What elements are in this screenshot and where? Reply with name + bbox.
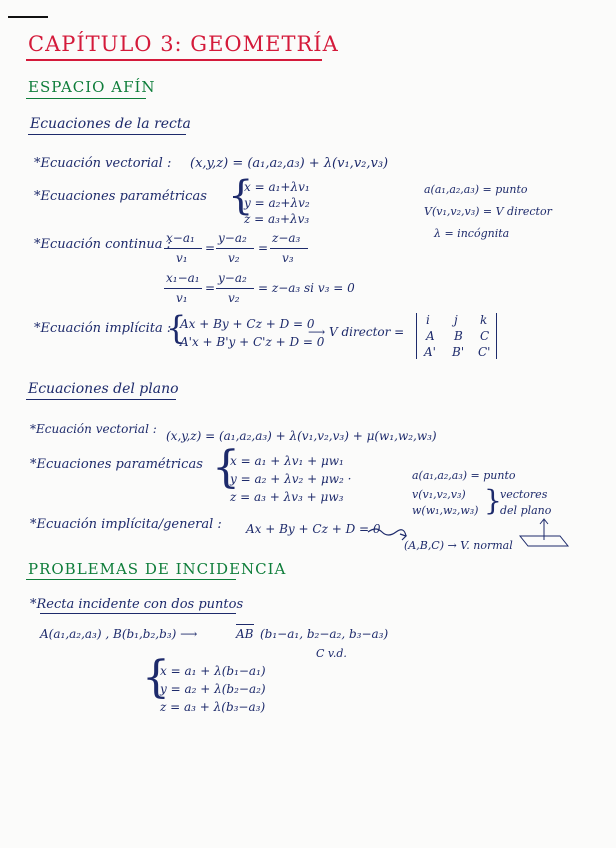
line-parametric-x: x = a₁+λv₁ xyxy=(244,180,310,194)
continuous-num-x: x−a₁ xyxy=(166,231,195,245)
line-parametric-brace: { xyxy=(228,173,254,219)
incidence-parametric-y: y = a₂ + λ(b₂−a₂) xyxy=(160,682,266,696)
plane-parametric-brace: { xyxy=(212,442,240,493)
matrix-i: i xyxy=(426,313,430,327)
matrix-B: B xyxy=(454,329,463,343)
continuous-eq-2: = xyxy=(258,241,269,255)
continuous-den-z: v₃ xyxy=(282,251,294,265)
line-implicit-label: *Ecuación implícita : xyxy=(34,321,172,336)
subsection-plane-equations: Ecuaciones del plano xyxy=(28,381,179,397)
line-parametric-z: z = a₃+λv₃ xyxy=(244,212,310,226)
incidence-vd: C v.d. xyxy=(316,647,347,660)
line-legend-director: V(v₁,v₂,v₃) = V director xyxy=(424,205,552,218)
continuous2-den-x: v₁ xyxy=(176,291,188,305)
plane-implicit-label: *Ecuación implícita/general : xyxy=(30,517,222,532)
plane-vector-equation: (x,y,z) = (a₁,a₂,a₃) + λ(v₁,v₂,v₃) + μ(w₁,w₂,w₃) xyxy=(166,429,437,443)
incidence-points: A(a₁,a₂,a₃) , B(b₁,b₂,b₃) ⟶ xyxy=(40,627,198,641)
section-incidence: PROBLEMAS DE INCIDENCIA xyxy=(28,560,287,578)
plane-vector-label: *Ecuación vectorial : xyxy=(30,422,157,436)
continuous2-tail: = z−a₃ si v₃ = 0 xyxy=(258,281,355,295)
continuous-num-z: z−a₃ xyxy=(272,231,301,245)
plane-parametric-y: y = a₂ + λv₂ + μw₂ · xyxy=(230,472,352,486)
line-vector-label: *Ecuación vectorial : xyxy=(34,156,172,171)
continuous2-den-y: v₂ xyxy=(228,291,240,305)
incidence-ab-label: AB xyxy=(236,627,254,641)
continuous2-num-x: x₁−a₁ xyxy=(166,271,200,285)
continuous-den-y: v₂ xyxy=(228,251,240,265)
matrix-j: j xyxy=(454,313,458,327)
plane-legend-point: a(a₁,a₂,a₃) = punto xyxy=(412,469,516,482)
line-legend-unknown: λ = incógnita xyxy=(434,227,510,240)
plane-legend-vectors: vectores xyxy=(500,488,548,501)
matrix-k: k xyxy=(480,313,488,327)
matrix-A: A xyxy=(426,329,435,343)
plane-legend-w: w(w₁,w₂,w₃) xyxy=(412,504,479,517)
line-director-label: ⟶ V director = xyxy=(308,325,405,339)
line-parametric-label: *Ecuaciones paramétricas xyxy=(34,189,207,204)
incidence-ab-vector: (b₁−a₁, b₂−a₂, b₃−a₃) xyxy=(260,627,389,641)
plane-parametric-z: z = a₃ + λv₃ + μw₃ xyxy=(230,490,344,504)
normal-vector-icon xyxy=(540,519,548,540)
line-implicit-1: Ax + By + Cz + D = 0 xyxy=(180,317,315,331)
subsection-line-equations: Ecuaciones de la recta xyxy=(30,116,191,132)
matrix-C-prime: C' xyxy=(478,345,491,359)
incidence-parametric-x: x = a₁ + λ(b₁−a₁) xyxy=(160,664,266,678)
line-implicit-2: A'x + B'y + C'z + D = 0 xyxy=(180,335,325,349)
normal-wavy-arrow xyxy=(368,529,406,536)
line-continuous-label: *Ecuación continua : xyxy=(34,237,172,252)
continuous2-num-y: y−a₂ xyxy=(218,271,247,285)
plane-implicit-equation: Ax + By + Cz + D = 0 xyxy=(246,522,381,536)
line-legend-point: a(a₁,a₂,a₃) = punto xyxy=(424,183,528,196)
two-points-label: *Recta incidente con dos puntos xyxy=(30,597,244,612)
plane-legend-brace: } xyxy=(484,484,502,517)
section-affine: ESPACIO AFÍN xyxy=(28,78,156,96)
plane-parametric-label: *Ecuaciones paramétricas xyxy=(30,457,203,472)
normal-arrow-head xyxy=(400,534,406,540)
incidence-parametric-brace: { xyxy=(142,652,170,703)
matrix-C: C xyxy=(480,329,490,343)
plane-parametric-x: x = a₁ + λv₁ + μw₁ xyxy=(230,454,344,468)
continuous-num-y: y−a₂ xyxy=(218,231,247,245)
chapter-title: CAPÍTULO 3: GEOMETRÍA xyxy=(28,32,339,56)
matrix-A-prime: A' xyxy=(424,345,436,359)
incidence-parametric-z: z = a₃ + λ(b₃−a₃) xyxy=(160,700,266,714)
continuous2-eq: = xyxy=(205,281,216,295)
plane-legend-plane: del plano xyxy=(500,504,552,517)
plane-legend-v: v(v₁,v₂,v₃) xyxy=(412,488,466,501)
line-parametric-y: y = a₂+λv₂ xyxy=(244,196,310,210)
continuous-eq-1: = xyxy=(205,241,216,255)
matrix-B-prime: B' xyxy=(452,345,465,359)
line-implicit-brace: { xyxy=(166,309,187,347)
line-vector-equation: (x,y,z) = (a₁,a₂,a₃) + λ(v₁,v₂,v₃) xyxy=(190,156,389,171)
plane-normal: (A,B,C) → V. normal xyxy=(404,539,513,552)
continuous-den-x: v₁ xyxy=(176,251,188,265)
